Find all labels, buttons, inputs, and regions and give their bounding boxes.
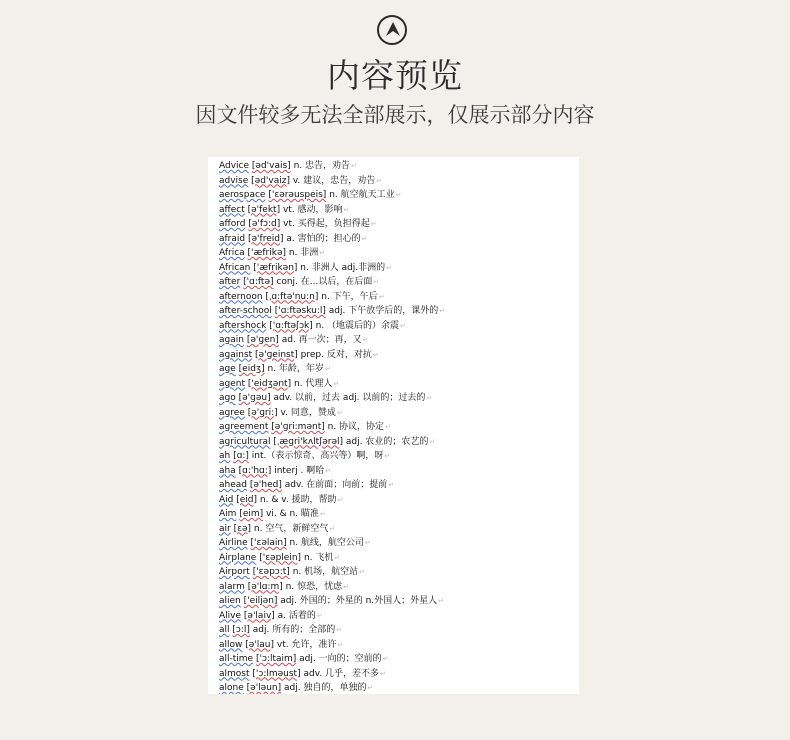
entry-word: afraid <box>219 233 246 244</box>
entry-definition: n. 机场，航空站 <box>292 567 359 577</box>
list-item <box>219 551 575 566</box>
arrow-up-icon <box>383 20 403 40</box>
entry-word: advise <box>219 175 249 186</box>
entry-word: aerospace <box>219 190 266 200</box>
entry-definition: v. 同意，赞成 <box>280 407 336 418</box>
paragraph-mark-icon: ↵ <box>319 249 326 257</box>
paragraph-mark-icon: ↵ <box>395 191 402 199</box>
entry-word: agent <box>219 378 245 389</box>
entry-definition: conj. 在...以后，在后面 <box>276 277 373 287</box>
entry-word: aftershock <box>219 320 267 331</box>
entry-definition: n. 非洲 <box>288 248 319 258</box>
entry-word: ah <box>219 451 231 461</box>
entry-phonetic: ['ɑ:ftəsku:l] <box>274 306 326 316</box>
entry-word: aha <box>219 465 236 476</box>
entry-definition: adj. 一向的；空前的 <box>299 654 382 664</box>
paragraph-mark-icon: ↵ <box>343 205 350 214</box>
entry-phonetic: [ə'ɡri:] <box>247 407 278 418</box>
entry-phonetic: [əd'vais] <box>251 161 291 171</box>
list-item <box>219 333 575 348</box>
entry-word: agree <box>219 407 245 418</box>
entry-phonetic: [ə'lau] <box>245 639 275 650</box>
entry-word: afternoon <box>219 291 263 302</box>
list-item <box>219 420 575 435</box>
list-item <box>219 362 575 377</box>
list-item <box>219 565 575 580</box>
list-item <box>219 609 575 624</box>
list-item <box>219 536 575 551</box>
entry-definition: v. 建议，忠告，劝告 <box>292 175 376 186</box>
entry-word: ago <box>219 393 236 403</box>
entry-phonetic: ['ɑ:ftəʃɔk] <box>269 320 313 331</box>
list-item <box>219 391 575 406</box>
entry-definition: n. 协议，协定 <box>327 422 385 432</box>
entry-definition: adv. 几乎，差不多 <box>303 668 380 679</box>
entry-phonetic: [ə'fekt] <box>247 204 281 215</box>
entry-definition: n. 惊恐，忧虑 <box>285 581 343 592</box>
paragraph-mark-icon: ↵ <box>382 655 389 663</box>
entry-phonetic: [ə'ləun] <box>246 683 282 693</box>
entry-phonetic: [əd'vaiz] <box>251 175 290 186</box>
entry-word: affect <box>219 204 245 215</box>
entry-word: allow <box>219 639 243 650</box>
entry-phonetic: ['ɑ:ftə] <box>243 277 274 287</box>
page-subtitle: 因文件较多无法全部展示，仅展示部分内容 <box>195 103 595 127</box>
paragraph-mark-icon: ↵ <box>376 176 383 185</box>
entry-definition: n. 代理人 <box>293 378 333 389</box>
entry-phonetic: [ə'laiv] <box>243 610 275 621</box>
list-item <box>219 232 575 247</box>
entry-phonetic: ['æfrikən] <box>253 262 298 273</box>
entry-word: afford <box>219 219 246 229</box>
list-item <box>219 348 575 363</box>
entry-phonetic: [ɔ:l] <box>232 625 250 635</box>
entry-phonetic: ['ɛəlain] <box>250 538 287 548</box>
entry-definition: n. 飞机 <box>303 552 334 563</box>
entry-word: agreement <box>219 422 269 432</box>
entry-definition: adj. 农业的；农艺的 <box>345 436 429 447</box>
list-item <box>219 246 575 261</box>
entry-word: alien <box>219 596 241 606</box>
paragraph-mark-icon: ↵ <box>386 263 393 272</box>
paragraph-mark-icon: ↵ <box>380 669 386 678</box>
list-item <box>219 159 575 174</box>
entry-phonetic: ['eidʒənt] <box>247 378 292 389</box>
entry-definition: vi. & n. 瞄准 <box>266 509 319 519</box>
entry-definition: ad. 再一次；再，又 <box>281 335 362 345</box>
list-item <box>219 681 575 694</box>
list-item <box>219 261 575 276</box>
paragraph-mark-icon: ↵ <box>337 495 344 504</box>
entry-phonetic: [ə'fɔ:d] <box>248 219 281 229</box>
entry-phonetic: [ˌɑ:ftə'nu:n] <box>265 291 319 302</box>
entry-phonetic: ['ɔ:ltaim] <box>255 654 297 664</box>
entry-word: after <box>219 277 241 287</box>
paragraph-mark-icon: ↵ <box>362 336 369 344</box>
paragraph-mark-icon: ↵ <box>334 553 341 562</box>
entry-phonetic: ['ɛəplein] <box>259 552 302 563</box>
paragraph-mark-icon: ↵ <box>325 466 332 475</box>
paragraph-mark-icon: ↵ <box>373 278 380 286</box>
entry-phonetic: [ɑ:'hɑ:] <box>238 465 272 476</box>
entry-word: almost <box>219 668 250 679</box>
entry-word: again <box>219 335 244 345</box>
entry-word: Africa <box>219 248 245 258</box>
paragraph-mark-icon: ↵ <box>329 524 336 533</box>
entry-phonetic: ['æfrikə] <box>247 248 286 258</box>
entry-word: Airplane <box>219 552 257 563</box>
entry-definition: a. 害怕的；担心的 <box>286 233 361 244</box>
entry-definition: a. 活着的 <box>277 610 316 621</box>
page-title: 内容预览 <box>327 56 463 95</box>
entry-phonetic: [ə'ɡeinst] <box>255 349 298 360</box>
entry-phonetic: [eidʒ] <box>238 364 265 374</box>
entry-definition: interj . 啊哈 <box>274 465 325 476</box>
entry-phonetic: [ˌæɡri'kʌltʃərəl] <box>273 436 343 447</box>
entry-phonetic: [ɑ:] <box>233 451 249 461</box>
entry-phonetic: [eid] <box>236 494 258 505</box>
paragraph-mark-icon: ↵ <box>337 640 344 649</box>
entry-definition: n. 忠告，劝告 <box>293 161 350 171</box>
entry-word: age <box>219 364 236 374</box>
paragraph-mark-icon: ↵ <box>319 510 326 518</box>
entry-phonetic: ['ɛərəuspeis] <box>268 190 327 200</box>
entry-definition: vt. 买得起，负担得起 <box>283 219 370 229</box>
entry-word: Alive <box>219 610 242 621</box>
entry-word: all-time <box>219 654 254 664</box>
paragraph-mark-icon: ↵ <box>336 626 343 634</box>
logo-icon <box>377 15 407 45</box>
list-item <box>219 478 575 493</box>
paragraph-mark-icon: ↵ <box>426 394 433 402</box>
paragraph-mark-icon: ↵ <box>438 597 445 605</box>
paragraph-mark-icon: ↵ <box>361 234 368 243</box>
list-item <box>219 507 575 522</box>
entry-word: African <box>219 262 251 273</box>
paragraph-mark-icon: ↵ <box>336 408 343 417</box>
entry-definition: n. （地震后的）余震 <box>315 320 400 331</box>
entry-word: alone <box>219 683 244 693</box>
entry-word: against <box>219 349 253 360</box>
entry-word: Advice <box>219 161 250 171</box>
entry-word: air <box>219 523 231 534</box>
list-item <box>219 217 575 232</box>
entry-phonetic: [ə'hed] <box>249 480 282 490</box>
paragraph-mark-icon: ↵ <box>343 582 349 591</box>
list-item <box>219 638 575 653</box>
entry-word: all <box>219 625 230 635</box>
paragraph-mark-icon: ↵ <box>429 437 436 446</box>
entry-definition: vt. 感动，影响 <box>282 204 343 215</box>
list-item <box>219 377 575 392</box>
list-item <box>219 319 575 334</box>
entry-word: Aim <box>219 509 237 519</box>
list-item <box>219 304 575 319</box>
list-item <box>219 188 575 203</box>
paragraph-mark-icon: ↵ <box>359 568 365 576</box>
entry-word: ahead <box>219 480 247 490</box>
entry-definition: adj. 独自的，单独的 <box>284 683 367 693</box>
list-item <box>219 203 575 218</box>
entry-phonetic: [ɛə] <box>233 523 252 534</box>
entry-phonetic: [ə'ɡri:mənt] <box>271 422 325 432</box>
entry-word: Airport <box>219 567 250 577</box>
entry-definition: n. 年龄，年岁 <box>267 364 324 374</box>
entry-definition: n. 空气，新鲜空气 <box>253 523 329 534</box>
entry-phonetic: [ə'ɡəu] <box>238 393 271 403</box>
entry-definition: n. 航空航天工业 <box>329 190 395 200</box>
list-item <box>219 493 575 508</box>
entry-definition: prep. 反对，对抗 <box>300 349 372 360</box>
entry-phonetic: [ə'lɑ:m] <box>247 581 283 592</box>
entry-definition: vt. 允许，准许 <box>276 639 337 650</box>
paragraph-mark-icon: ↵ <box>439 307 446 315</box>
entry-word: agricultural <box>219 436 271 447</box>
list-item <box>219 464 575 479</box>
entry-definition: n. 航线，航空公司 <box>289 538 364 548</box>
document-preview <box>208 157 579 694</box>
paragraph-mark-icon: ↵ <box>364 539 371 547</box>
entry-definition: adj. 外国的；外星的 n.外国人；外星人 <box>280 596 438 606</box>
entry-phonetic: ['eiljən] <box>243 596 278 606</box>
list-item <box>219 174 575 189</box>
entry-phonetic: [eim] <box>239 509 264 519</box>
entry-definition: adv. 在前面；向前；提前 <box>284 480 388 490</box>
paragraph-mark-icon: ↵ <box>385 423 391 431</box>
entry-phonetic: [ə'freid] <box>248 233 284 244</box>
entry-word: after-school <box>219 306 272 316</box>
list-item <box>219 449 575 464</box>
entry-definition: n. 非洲人 adj.非洲的 <box>300 262 386 273</box>
paragraph-mark-icon: ↵ <box>384 452 391 460</box>
entry-definition: n. 下午，午后 <box>321 291 378 302</box>
paragraph-mark-icon: ↵ <box>351 162 357 170</box>
entry-word: Aid <box>219 494 234 505</box>
list-item <box>219 623 575 638</box>
list-item <box>219 580 575 595</box>
paragraph-mark-icon: ↵ <box>367 684 374 692</box>
list-item <box>219 435 575 450</box>
paragraph-mark-icon: ↵ <box>316 611 323 620</box>
vocabulary-list <box>219 159 575 694</box>
entry-definition: adj. 下午放学后的，课外的 <box>328 306 439 316</box>
paragraph-mark-icon: ↵ <box>370 220 377 228</box>
entry-definition: int.（表示惊奇、高兴等）啊，呀 <box>251 451 384 461</box>
list-item <box>219 652 575 667</box>
paragraph-mark-icon: ↵ <box>333 379 340 388</box>
list-item <box>219 667 575 682</box>
list-item <box>219 522 575 537</box>
paragraph-mark-icon: ↵ <box>388 481 395 489</box>
entry-word: alarm <box>219 581 245 592</box>
entry-phonetic: ['ɔ:lməust] <box>252 668 301 679</box>
entry-definition: n. & v. 援助，帮助 <box>259 494 337 505</box>
entry-definition: adv. 以前，过去 adj. 以前的；过去的 <box>273 393 426 403</box>
entry-definition: adj. 所有的；全部的 <box>252 625 336 635</box>
list-item <box>219 290 575 305</box>
list-item <box>219 275 575 290</box>
list-item <box>219 406 575 421</box>
list-item <box>219 594 575 609</box>
paragraph-mark-icon: ↵ <box>378 292 385 301</box>
paragraph-mark-icon: ↵ <box>324 365 331 373</box>
entry-word: Airline <box>219 538 248 548</box>
paragraph-mark-icon: ↵ <box>372 350 379 359</box>
entry-phonetic: [ə'ɡen] <box>246 335 279 345</box>
entry-phonetic: ['ɛəpɔ:t] <box>252 567 290 577</box>
paragraph-mark-icon: ↵ <box>400 321 406 330</box>
